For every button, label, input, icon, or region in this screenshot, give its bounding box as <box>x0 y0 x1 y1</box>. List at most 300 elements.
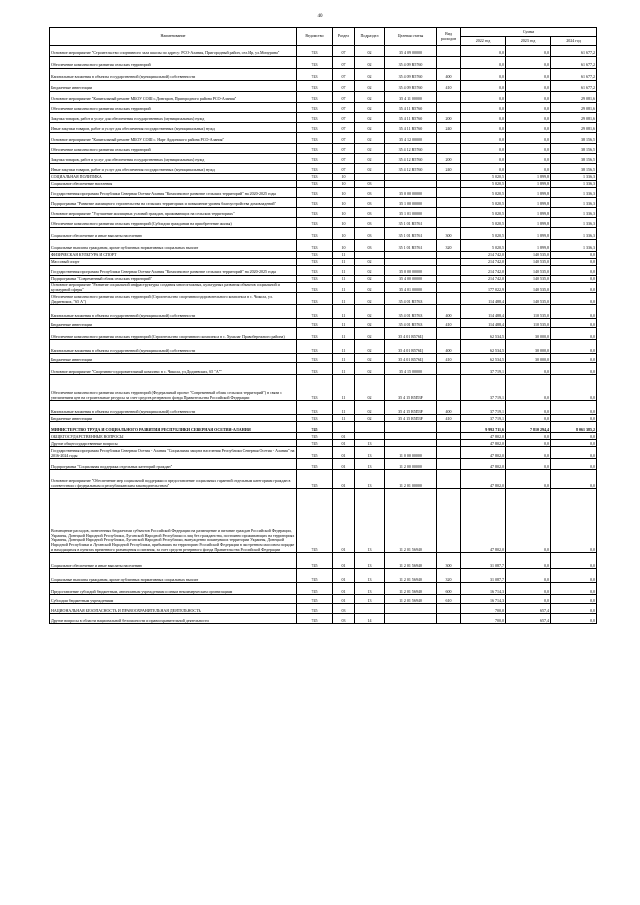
cell-csr: 35 4 01 R5763 <box>385 319 437 328</box>
cell-name: ОБЩЕГОСУДАРСТВЕННЫЕ ВОПРОСЫ <box>50 433 297 440</box>
cell-sum-2022: 0,0 <box>461 154 506 164</box>
table-row <box>50 103 597 113</box>
table-row <box>50 92 597 103</box>
cell-name: Массовый спорт <box>50 259 297 266</box>
cell-podrazdel <box>355 433 385 440</box>
cell-sum-2023: 1 899,8 <box>506 218 551 228</box>
cell-ved: 743 <box>297 113 333 123</box>
cell-razdel: 10 <box>333 208 355 218</box>
cell-vr <box>437 614 461 624</box>
cell-razdel: 10 <box>333 181 355 188</box>
cell-podrazdel: 02 <box>355 328 385 340</box>
cell-razdel: 01 <box>333 440 355 447</box>
cell-name: Капитальные вложения в объекты государственной (муниципальной) собственности <box>50 69 297 81</box>
cell-razdel: 01 <box>333 447 355 459</box>
cell-razdel: 07 <box>333 46 355 57</box>
cell-csr: 35 4 15 R5П3F <box>385 401 437 415</box>
cell-name: Капитальные вложения в объекты государственной (муниципальной) собственности <box>50 401 297 415</box>
cell-ved: 743 <box>297 266 333 276</box>
cell-podrazdel <box>355 604 385 614</box>
cell-podrazdel: 13 <box>355 447 385 459</box>
table-row <box>50 240 597 252</box>
header-vr: Вид расходов <box>437 28 461 46</box>
header-ved: Ведомство <box>297 28 333 46</box>
cell-sum-2023: 0,0 <box>506 133 551 144</box>
cell-sum-2024: 29 081,6 <box>551 113 597 123</box>
cell-vr <box>437 293 461 305</box>
cell-sum-2022: 114 488,4 <box>461 319 506 328</box>
cell-csr <box>385 604 437 614</box>
cell-sum-2024: 1 336,3 <box>551 174 597 181</box>
table-row <box>50 174 597 181</box>
cell-ved: 743 <box>297 328 333 340</box>
cell-sum-2023: 0,0 <box>506 57 551 69</box>
cell-sum-2022: 62 534,5 <box>461 328 506 340</box>
cell-csr: 35 4 12 R5760 <box>385 154 437 164</box>
cell-sum-2022: 5 020,5 <box>461 228 506 240</box>
budget-table <box>49 27 597 624</box>
cell-razdel: 01 <box>333 595 355 604</box>
header-summa: Сумма <box>461 28 597 37</box>
cell-ved: 745 <box>297 440 333 447</box>
cell-podrazdel: 02 <box>355 144 385 154</box>
cell-podrazdel: 13 <box>355 583 385 595</box>
cell-name: Обеспечение комплексного развития сельских территорий (Субсидии гражданам на приобретение жилья) <box>50 218 297 228</box>
cell-sum-2023: 0,0 <box>506 92 551 103</box>
table-row <box>50 614 597 624</box>
cell-sum-2023: 0,0 <box>506 415 551 422</box>
cell-sum-2024: 0,0 <box>551 354 597 363</box>
cell-name: Основное мероприятие "Спортивно-оздоровительный комплекс в с. Чикола, ул.Дидиевских, 65 "А"" <box>50 363 297 375</box>
cell-sum-2022: 31 087,7 <box>461 569 506 583</box>
cell-ved: 743 <box>297 144 333 154</box>
cell-razdel: 01 <box>333 569 355 583</box>
cell-sum-2022: 9 992 711,6 <box>461 422 506 433</box>
cell-csr: 35 4 11 R5760 <box>385 113 437 123</box>
cell-vr <box>437 188 461 198</box>
cell-csr: 35 0 00 00000 <box>385 188 437 198</box>
cell-sum-2022: 37 719,1 <box>461 415 506 422</box>
cell-sum-2024: 0,0 <box>551 614 597 624</box>
cell-sum-2023: 0,0 <box>506 113 551 123</box>
cell-razdel: 10 <box>333 218 355 228</box>
cell-podrazdel: 13 <box>355 595 385 604</box>
cell-sum-2022: 0,0 <box>461 123 506 133</box>
cell-name: Основное мероприятие "Строительство спортивного зала школы по адресу: РСО-Алания, Пригородный район, сел.Ир, ул.Мичурина" <box>50 46 297 57</box>
cell-ved: 743 <box>297 103 333 113</box>
cell-razdel: 01 <box>333 433 355 440</box>
cell-sum-2024: 0,0 <box>551 305 597 319</box>
cell-sum-2024: 38 156,5 <box>551 164 597 174</box>
table-row <box>50 228 597 240</box>
cell-vr: 400 <box>437 305 461 319</box>
cell-csr: 35 4 15 00000 <box>385 363 437 375</box>
cell-ved: 743 <box>297 276 333 283</box>
cell-name: НАЦИОНАЛЬНАЯ БЕЗОПАСНОСТЬ И ПРАВООХРАНИТЕЛЬНАЯ ДЕЯТЕЛЬНОСТЬ <box>50 604 297 614</box>
cell-vr <box>437 276 461 283</box>
cell-sum-2024: 0,0 <box>551 583 597 595</box>
cell-sum-2024: 0,0 <box>551 252 597 259</box>
cell-vr <box>437 283 461 293</box>
cell-sum-2024: 0,0 <box>551 276 597 283</box>
cell-sum-2024: 0,0 <box>551 259 597 266</box>
table-row <box>50 259 597 266</box>
cell-name: Основное мероприятие "Капитальный ремонт МБОУ СОШ с. Нарт Ардонского района РСО-Алания" <box>50 133 297 144</box>
table-row <box>50 553 597 569</box>
cell-name: Подпрограмма "Современный облик сельских территорий" <box>50 276 297 283</box>
cell-name: Социальные выплаты гражданам, кроме публичных нормативных социальных выплат <box>50 569 297 583</box>
cell-sum-2022: 214 742,0 <box>461 259 506 266</box>
cell-sum-2024: 0,0 <box>551 283 597 293</box>
cell-sum-2023: 140 535,0 <box>506 252 551 259</box>
cell-ved: 743 <box>297 174 333 181</box>
cell-razdel: 11 <box>333 266 355 276</box>
cell-razdel: 11 <box>333 401 355 415</box>
cell-csr: 35 4 12 R5760 <box>385 144 437 154</box>
cell-razdel: 01 <box>333 553 355 569</box>
cell-csr: 35 4 15 R5П3F <box>385 375 437 401</box>
table-body <box>50 46 597 624</box>
cell-sum-2023: 657,4 <box>506 614 551 624</box>
cell-podrazdel: 03 <box>355 228 385 240</box>
cell-sum-2023: 0,0 <box>506 103 551 113</box>
cell-sum-2024: 0,0 <box>551 415 597 422</box>
cell-sum-2024: 61 677,2 <box>551 46 597 57</box>
cell-razdel: 07 <box>333 144 355 154</box>
cell-vr <box>437 440 461 447</box>
cell-sum-2022: 0,0 <box>461 144 506 154</box>
cell-ved: 743 <box>297 188 333 198</box>
cell-ved: 743 <box>297 69 333 81</box>
cell-sum-2024: 0,0 <box>551 266 597 276</box>
cell-name: Обеспечение комплексного развития сельских территорий <box>50 144 297 154</box>
cell-name: Возмещение расходов, понесенных бюджетами субъектов Российской Федерации на размещение и питание граждан Российской Федерации, Украины, Донецкой Народной Республики, Луганской Народной Республики и лиц без гражданства, постоянно проживающих на территориях Украины, Донецкой Народной Республики, Луганской Народной Республики, вынужденно покинувших территории Украины, Донецкой Народной Республики и Луганской Народной Республики, прибывших на территорию Российской Федерации в экстренном массовом порядке и находящихся в пунктах временного размещения и питания, за счет средств резервного фонда Правительства Российской Федерации <box>50 489 297 553</box>
table-row <box>50 354 597 363</box>
cell-sum-2024: 29 081,6 <box>551 103 597 113</box>
cell-name: Иные закупки товаров, работ и услуг для обеспечения государственных (муниципальных) нужд <box>50 164 297 174</box>
cell-ved: 743 <box>297 154 333 164</box>
cell-ved: 745 <box>297 583 333 595</box>
cell-csr: 35 4 15 R5П3F <box>385 415 437 422</box>
cell-razdel: 11 <box>333 354 355 363</box>
cell-sum-2022: 31 087,7 <box>461 553 506 569</box>
cell-sum-2023: 0,0 <box>506 144 551 154</box>
cell-sum-2023: 0,0 <box>506 489 551 553</box>
cell-ved: 745 <box>297 595 333 604</box>
cell-ved: 743 <box>297 164 333 174</box>
cell-csr <box>385 252 437 259</box>
table-row <box>50 164 597 174</box>
cell-csr: 35 4 09 00000 <box>385 46 437 57</box>
cell-ved: 743 <box>297 208 333 218</box>
cell-razdel: 11 <box>333 319 355 328</box>
cell-vr: 400 <box>437 69 461 81</box>
cell-csr: 35 4 01 00000 <box>385 283 437 293</box>
cell-sum-2024: 0,0 <box>551 293 597 305</box>
cell-sum-2024: 1 336,3 <box>551 240 597 252</box>
cell-ved: 743 <box>297 81 333 92</box>
cell-podrazdel: 02 <box>355 415 385 422</box>
cell-sum-2023: 30 000,0 <box>506 328 551 340</box>
cell-podrazdel: 02 <box>355 46 385 57</box>
cell-podrazdel: 13 <box>355 470 385 489</box>
cell-name: Бюджетные инвестиции <box>50 415 297 422</box>
cell-sum-2024: 0,0 <box>551 375 597 401</box>
cell-razdel <box>333 422 355 433</box>
cell-csr <box>385 174 437 181</box>
cell-vr <box>437 422 461 433</box>
table-row <box>50 305 597 319</box>
cell-csr: 35 1 01 00000 <box>385 208 437 218</box>
cell-sum-2023: 0,0 <box>506 123 551 133</box>
cell-name: Закупка товаров, работ и услуг для обеспечения государственных (муниципальных) нужд <box>50 154 297 164</box>
cell-razdel: 11 <box>333 375 355 401</box>
cell-podrazdel: 02 <box>355 340 385 354</box>
cell-sum-2023: 7 810 294,4 <box>506 422 551 433</box>
cell-ved: 745 <box>297 604 333 614</box>
cell-name: Государственная программа Республики Северная Осетия-Алания "Комплексное развитие сельских территорий" на 2020-2025 годы <box>50 266 297 276</box>
cell-sum-2024: 0,0 <box>551 470 597 489</box>
cell-razdel: 11 <box>333 305 355 319</box>
cell-podrazdel: 02 <box>355 319 385 328</box>
cell-razdel: 01 <box>333 489 355 553</box>
cell-ved: 745 <box>297 553 333 569</box>
cell-csr: 35 1 01 R5761 <box>385 228 437 240</box>
cell-ved: 745 <box>297 614 333 624</box>
cell-razdel: 11 <box>333 293 355 305</box>
cell-csr: 11 2 01 00000 <box>385 470 437 489</box>
cell-name: Капитальные вложения в объекты государственной (муниципальной) собственности <box>50 340 297 354</box>
cell-sum-2022: 177 022,9 <box>461 283 506 293</box>
cell-csr: 11 2 01 56940 <box>385 569 437 583</box>
cell-csr: 11 2 01 56940 <box>385 583 437 595</box>
cell-vr <box>437 144 461 154</box>
cell-sum-2022: 0,0 <box>461 57 506 69</box>
cell-csr: 35 4 12 R5760 <box>385 164 437 174</box>
cell-csr: 35 4 01 R5763 <box>385 293 437 305</box>
cell-podrazdel: 02 <box>355 113 385 123</box>
cell-ved: 743 <box>297 46 333 57</box>
table-row <box>50 470 597 489</box>
cell-name: Субсидии бюджетным учреждениям <box>50 595 297 604</box>
cell-sum-2024: 8 061 385,2 <box>551 422 597 433</box>
cell-ved: 745 <box>297 489 333 553</box>
cell-podrazdel: 02 <box>355 401 385 415</box>
cell-sum-2024: 61 677,2 <box>551 69 597 81</box>
cell-csr: 35 4 00 00000 <box>385 276 437 283</box>
cell-sum-2023: 657,4 <box>506 604 551 614</box>
cell-name: Социальное обеспечение и иные выплаты населению <box>50 553 297 569</box>
cell-name: Бюджетные инвестиции <box>50 81 297 92</box>
cell-vr <box>437 433 461 440</box>
cell-podrazdel: 13 <box>355 489 385 553</box>
cell-sum-2024: 0,0 <box>551 604 597 614</box>
cell-vr: 320 <box>437 240 461 252</box>
cell-razdel: 10 <box>333 240 355 252</box>
cell-ved: 745 <box>297 569 333 583</box>
cell-vr <box>437 447 461 459</box>
table-row <box>50 46 597 57</box>
cell-csr: 35 1 00 00000 <box>385 198 437 208</box>
cell-razdel: 01 <box>333 459 355 470</box>
header-name: Наименование <box>50 28 297 46</box>
cell-name: МИНИСТЕРСТВО ТРУДА И СОЦИАЛЬНОГО РАЗВИТИЯ РЕСПУБЛИКИ СЕВЕРНАЯ ОСЕТИЯ-АЛАНИЯ <box>50 422 297 433</box>
table-row <box>50 266 597 276</box>
table-row <box>50 440 597 447</box>
cell-razdel: 11 <box>333 252 355 259</box>
cell-vr <box>437 604 461 614</box>
cell-sum-2022: 5 020,5 <box>461 181 506 188</box>
cell-podrazdel: 03 <box>355 240 385 252</box>
cell-ved: 743 <box>297 401 333 415</box>
cell-name: Социальные выплаты гражданам, кроме публичных нормативных социальных выплат <box>50 240 297 252</box>
cell-razdel: 10 <box>333 174 355 181</box>
cell-sum-2023: 0,0 <box>506 69 551 81</box>
cell-sum-2022: 0,0 <box>461 103 506 113</box>
cell-podrazdel: 02 <box>355 354 385 363</box>
cell-sum-2024: 0,0 <box>551 363 597 375</box>
cell-name: Социальное обеспечение и иные выплаты населению <box>50 228 297 240</box>
cell-csr: 35 4 01 R5763 <box>385 305 437 319</box>
cell-ved: 743 <box>297 181 333 188</box>
table-row <box>50 595 597 604</box>
cell-csr: 11 2 00 00000 <box>385 459 437 470</box>
cell-razdel: 11 <box>333 328 355 340</box>
cell-sum-2023: 1 899,8 <box>506 208 551 218</box>
cell-sum-2023: 0,0 <box>506 375 551 401</box>
cell-podrazdel: 02 <box>355 259 385 266</box>
cell-csr: 11 2 01 56940 <box>385 553 437 569</box>
cell-sum-2022: 0,0 <box>461 164 506 174</box>
cell-razdel: 11 <box>333 340 355 354</box>
cell-sum-2023: 0,0 <box>506 81 551 92</box>
cell-podrazdel: 03 <box>355 198 385 208</box>
table-row <box>50 433 597 440</box>
cell-csr <box>385 433 437 440</box>
cell-sum-2023: 0,0 <box>506 46 551 57</box>
cell-name: Подпрограмма "Развитие жилищного строительства на сельских территориях и повышение уровня благоустройства домовладений" <box>50 198 297 208</box>
cell-sum-2024: 0,0 <box>551 340 597 354</box>
cell-ved: 743 <box>297 415 333 422</box>
table-row <box>50 123 597 133</box>
cell-sum-2022: 0,0 <box>461 46 506 57</box>
cell-sum-2024: 0,0 <box>551 459 597 470</box>
cell-name: Закупка товаров, работ и услуг для обеспечения государственных (муниципальных) нужд <box>50 113 297 123</box>
cell-vr: 300 <box>437 553 461 569</box>
cell-sum-2022: 47 802,0 <box>461 440 506 447</box>
cell-vr: 410 <box>437 354 461 363</box>
cell-sum-2024: 38 156,5 <box>551 133 597 144</box>
table-row <box>50 489 597 553</box>
cell-sum-2022: 114 488,4 <box>461 293 506 305</box>
cell-razdel: 11 <box>333 283 355 293</box>
cell-vr <box>437 266 461 276</box>
cell-name: СОЦИАЛЬНАЯ ПОЛИТИКА <box>50 174 297 181</box>
cell-vr <box>437 46 461 57</box>
cell-sum-2023: 0,0 <box>506 595 551 604</box>
cell-csr <box>385 614 437 624</box>
cell-ved: 743 <box>297 57 333 69</box>
table-row <box>50 154 597 164</box>
cell-sum-2023: 1 899,8 <box>506 181 551 188</box>
header-year-2022: 2022 год <box>461 37 506 46</box>
cell-sum-2023: 30 000,0 <box>506 354 551 363</box>
cell-sum-2022: 700,0 <box>461 614 506 624</box>
cell-name: Обеспечение комплексного развития сельских территорий <box>50 103 297 113</box>
cell-sum-2022: 16 714,3 <box>461 595 506 604</box>
cell-razdel: 01 <box>333 583 355 595</box>
table-row <box>50 188 597 198</box>
cell-sum-2023: 140 535,0 <box>506 266 551 276</box>
table-row <box>50 181 597 188</box>
cell-vr: 320 <box>437 569 461 583</box>
cell-razdel: 10 <box>333 188 355 198</box>
cell-sum-2023: 0,0 <box>506 459 551 470</box>
cell-ved: 743 <box>297 228 333 240</box>
cell-razdel: 07 <box>333 164 355 174</box>
cell-csr: 35 4 11 R5760 <box>385 123 437 133</box>
cell-podrazdel: 13 <box>355 553 385 569</box>
cell-sum-2022: 47 802,0 <box>461 447 506 459</box>
cell-sum-2023: 1 899,8 <box>506 228 551 240</box>
cell-csr: 11 2 01 56940 <box>385 595 437 604</box>
cell-ved: 743 <box>297 363 333 375</box>
cell-razdel: 07 <box>333 133 355 144</box>
cell-razdel: 07 <box>333 57 355 69</box>
cell-ved: 743 <box>297 319 333 328</box>
cell-razdel: 03 <box>333 604 355 614</box>
cell-podrazdel: 02 <box>355 103 385 113</box>
cell-sum-2024: 1 336,3 <box>551 218 597 228</box>
cell-sum-2022: 37 719,1 <box>461 363 506 375</box>
cell-sum-2023: 0,0 <box>506 440 551 447</box>
cell-name: Бюджетные инвестиции <box>50 319 297 328</box>
cell-name: Другие вопросы в области национальной безопасности и правоохранительной деятельности <box>50 614 297 624</box>
cell-vr: 200 <box>437 154 461 164</box>
cell-vr <box>437 198 461 208</box>
cell-sum-2023: 1 899,8 <box>506 174 551 181</box>
cell-vr: 300 <box>437 228 461 240</box>
cell-csr: 35 4 01 R576Ц <box>385 354 437 363</box>
cell-ved: 743 <box>297 293 333 305</box>
cell-sum-2023: 140 535,0 <box>506 293 551 305</box>
cell-sum-2022: 16 714,3 <box>461 583 506 595</box>
table-row <box>50 375 597 401</box>
cell-csr: 35 4 09 R5760 <box>385 57 437 69</box>
cell-ved: 743 <box>297 133 333 144</box>
cell-sum-2022: 5 020,5 <box>461 218 506 228</box>
cell-sum-2022: 37 719,1 <box>461 375 506 401</box>
cell-csr: 35 4 09 R5760 <box>385 81 437 92</box>
cell-name: Обеспечение комплексного развития сельских территорий <box>50 57 297 69</box>
cell-sum-2023: 1 899,8 <box>506 240 551 252</box>
cell-razdel: 03 <box>333 614 355 624</box>
cell-vr <box>437 181 461 188</box>
cell-sum-2023: 0,0 <box>506 154 551 164</box>
table-row <box>50 328 597 340</box>
cell-podrazdel: 02 <box>355 276 385 283</box>
cell-razdel: 07 <box>333 103 355 113</box>
cell-razdel: 01 <box>333 470 355 489</box>
cell-ved: 745 <box>297 459 333 470</box>
cell-sum-2024: 0,0 <box>551 440 597 447</box>
cell-sum-2024: 1 336,3 <box>551 208 597 218</box>
cell-podrazdel: 03 <box>355 188 385 198</box>
cell-ved: 745 <box>297 433 333 440</box>
cell-vr <box>437 489 461 553</box>
cell-sum-2023: 0,0 <box>506 583 551 595</box>
page-number: 40 <box>317 14 323 19</box>
